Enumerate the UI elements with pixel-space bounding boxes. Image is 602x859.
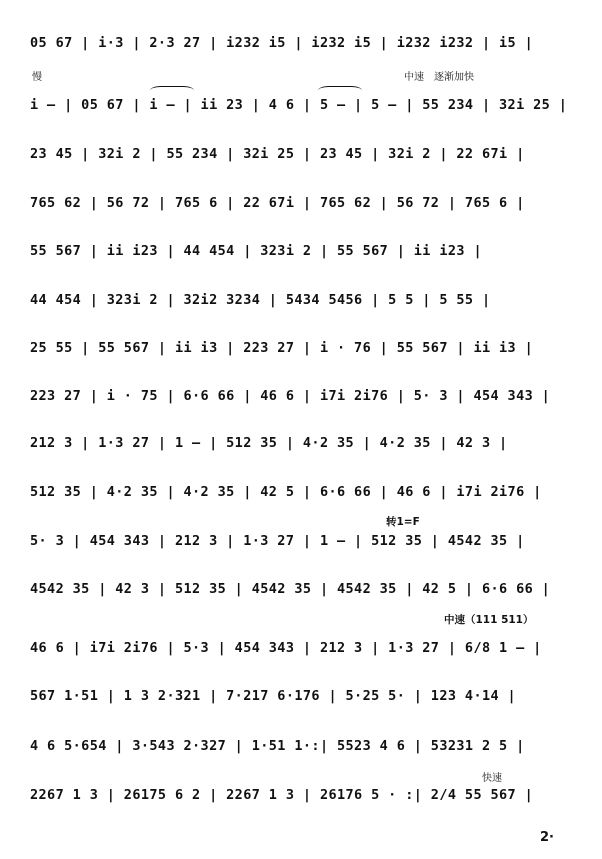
tempo-mark-moderate-accel: 中速 逐渐加快 xyxy=(404,72,474,83)
staff-line-1: 05 67 | i·3 | 2·3 27 | i232 i5 | i232 i5 | i232 i232 | i5 | xyxy=(30,35,534,51)
staff-line-11: 5· 3 | 454 343 | 212 3 | 1·3 27 | 1 – | 512 35 | 4542 35 | xyxy=(30,533,525,549)
staff-line-3: 23 45 | 32i 2 | 55 234 | 32i 25 | 23 45 | 32i 2 | 22 67i | xyxy=(30,146,525,162)
staff-line-9: 212 3 | 1·3 27 | 1 – | 512 35 | 4·2 35 | 4·2 35 | 42 3 | xyxy=(30,435,508,451)
tempo-mark-fast: 快速 xyxy=(482,773,502,784)
staff-line-13: 46 6 | i7i 2i76 | 5·3 | 454 343 | 212 3 | 1·3 27 | 6/8 1 – | xyxy=(30,640,542,656)
key-change-mark: 转1=F xyxy=(386,516,420,528)
staff-line-10: 512 35 | 4·2 35 | 4·2 35 | 42 5 | 6·6 66 | 46 6 | i7i 2i76 | xyxy=(30,484,542,500)
staff-line-15: 4 6 5·654 | 3·543 2·327 | 1·51 1·:| 5523 4 6 | 53231 2 5 | xyxy=(30,738,525,754)
staff-line-2: i – | 05 67 | i – | ii 23 | 4 6 | 5 – | 5 – | 55 234 | 32i 25 | xyxy=(30,97,568,113)
staff-line-16: 2267 1 3 | 26175 6 2 | 2267 1 3 | 26176 5 · :| 2/4 55 567 | xyxy=(30,787,534,803)
staff-line-8: 223 27 | i · 75 | 6·6 66 | 46 6 | i7i 2i76 | 5· 3 | 454 343 | xyxy=(30,388,551,404)
staff-line-5: 55 567 | ii i23 | 44 454 | 323i 2 | 55 567 | ii i23 | xyxy=(30,243,482,259)
staff-line-12: 4542 35 | 42 3 | 512 35 | 4542 35 | 4542 35 | 42 5 | 6·6 66 | xyxy=(30,581,551,597)
staff-line-6: 44 454 | 323i 2 | 32i2 3234 | 5434 5456 | 5 5 | 5 55 | xyxy=(30,292,491,308)
tempo-mark-slow: 慢 xyxy=(32,72,42,83)
staff-line-4: 765 62 | 56 72 | 765 6 | 22 67i | 765 62 | 56 72 | 765 6 | xyxy=(30,195,525,211)
page-number: 2· xyxy=(540,830,554,845)
tempo-mark-moderate-paren: 中速（111 511） xyxy=(444,614,534,626)
staff-line-14: 567 1·51 | 1 3 2·321 | 7·217 6·176 | 5·25 5· | 123 4·14 | xyxy=(30,688,517,704)
staff-line-7: 25 55 | 55 567 | ii i3 | 223 27 | i · 76 | 55 567 | ii i3 | xyxy=(30,340,534,356)
